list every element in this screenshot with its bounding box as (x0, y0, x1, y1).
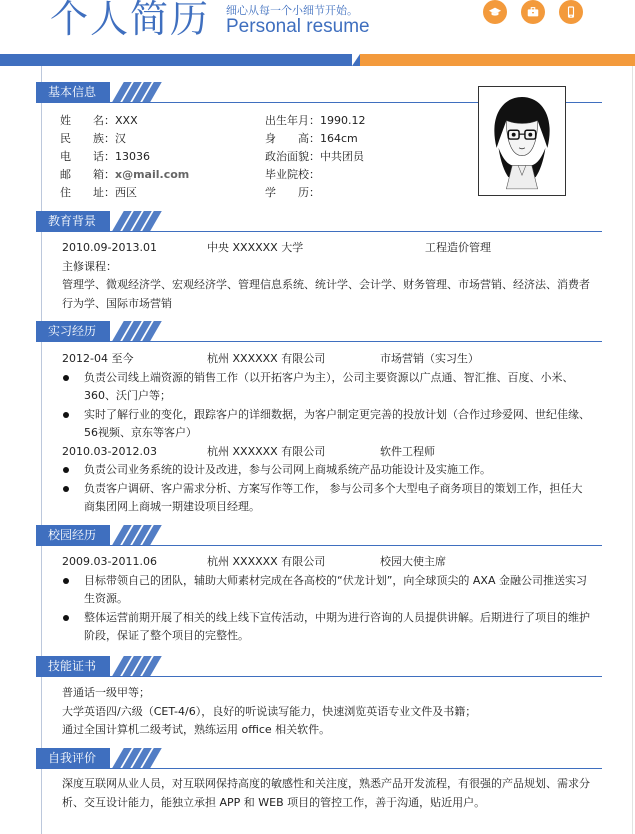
list-item: 负责客户调研、客户需求分析、方案写作等工作， 参与公司多个大型电子商务项目的策划工作，担任大商集团网上商城一期建设项目经理。 (60, 480, 590, 517)
info-school: 毕业院校： (265, 168, 320, 181)
avatar (479, 87, 565, 195)
list-item: 实时了解行业的变化，跟踪客户的详细数据，为客户制定更完善的投放计划（合作过珍爱网、世纪佳缘、56视频、京东等客户） (60, 406, 590, 443)
section-title: 校园经历 (36, 525, 110, 545)
section-title: 自我评价 (36, 748, 110, 768)
phone-icon (559, 0, 583, 24)
section-internship (32, 321, 602, 341)
section-title: 技能证书 (36, 656, 110, 676)
list-item: 目标带领自己的团队，辅助大师素材完成在各高校的“伏龙计划”，向全球顶尖的 AXA 金融公司推送实习生资源。 (60, 572, 590, 609)
info-ethnicity: 民 族：汉 (60, 132, 126, 145)
job-period: 2010.03-2012.03 (62, 444, 157, 458)
list-item: 负责公司业务系统的设计及改进，参与公司网上商城系统产品功能设计及实施工作。 (60, 461, 590, 480)
list-item: 大学英语四/六级（CET-4/6），良好的听说读写能力，快速浏览英语专业文件及书籍； (62, 704, 477, 718)
campus-company: 杭州 XXXXXX 有限公司 (207, 555, 326, 568)
info-height: 身 高：164cm (265, 132, 358, 145)
graduation-cap-icon (483, 0, 507, 24)
header-band-blue (0, 54, 360, 66)
profile-photo (478, 86, 566, 196)
section-skills (32, 656, 602, 676)
campus-period: 2009.03-2011.06 (62, 555, 157, 568)
briefcase-icon (521, 0, 545, 24)
section-education (32, 211, 602, 231)
job-period: 2012-04 至今 (62, 352, 134, 365)
edu-school: 中央 XXXXXX 大学 (207, 241, 304, 254)
education-content (62, 239, 590, 313)
job-role: 软件工程师 (380, 444, 435, 458)
info-degree: 学 历： (265, 186, 320, 199)
info-name: 姓 名：XXX (60, 114, 138, 127)
self-evaluation-text: 深度互联网从业人员，对互联网保持高度的敏感性和关注度，熟悉产品开发流程，有很强的产品规划、需求分析、交互设计能力，能独立承担 APP 和 WEB 项目的管控工作，善于沟通，贴近用户。 (62, 777, 590, 809)
campus-content (62, 553, 590, 646)
job-role: 市场营销（实习生） (380, 352, 479, 365)
job-company: 杭州 XXXXXX 有限公司 (207, 352, 326, 365)
section-title: 实习经历 (36, 321, 110, 341)
edu-courses: 管理学、微观经济学、宏观经济学、管理信息系统、统计学、会计学、财务管理、市场营销、经济法、消费者行为学、国际市场营销 (62, 278, 590, 310)
skills-content (62, 684, 590, 740)
internship-content (62, 350, 590, 517)
list-item: 通过全国计算机二级考试，熟练运用 office 相关软件。 (62, 723, 331, 736)
info-email: 邮 箱：x@mail.com (60, 168, 190, 181)
list-item: 负责公司线上端资源的销售工作（以开拓客户为主），公司主要资源以广点通、智汇推、百度、小米、360、沃门户等； (60, 369, 590, 406)
timeline-line (41, 66, 42, 834)
resume-title: 个人简历 (50, 0, 211, 41)
info-birth: 出生年月：1990.12 (265, 114, 366, 127)
section-title: 基本信息 (36, 82, 110, 102)
edu-period: 2010.09-2013.01 (62, 241, 157, 254)
list-item: 普通话一级甲等； (62, 686, 150, 699)
header-band-orange (360, 54, 635, 66)
section-title: 教育背景 (36, 211, 110, 231)
section-self-evaluation (32, 748, 602, 768)
info-address: 住 址：西区 (60, 186, 137, 199)
info-political: 政治面貌：中共团员 (265, 150, 364, 163)
resume-title-en: Personal resume (226, 16, 370, 37)
campus-role: 校园大使主席 (380, 555, 446, 568)
edu-major: 工程造价管理 (425, 241, 491, 254)
list-item: 整体运营前期开展了相关的线上线下宣传活动，中期为进行咨询的人员提供讲解。后期进行了项目的维护阶段，保证了整个项目的完整性。 (60, 609, 590, 646)
edu-courses-label: 主修课程： (62, 259, 117, 273)
job-company: 杭州 XXXXXX 有限公司 (207, 444, 326, 458)
section-campus (32, 525, 602, 545)
info-phone: 电 话：13036 (60, 150, 150, 163)
resume-slogan: 细心从每一个小细节开始。 (226, 4, 358, 17)
header-icons (483, 0, 583, 24)
